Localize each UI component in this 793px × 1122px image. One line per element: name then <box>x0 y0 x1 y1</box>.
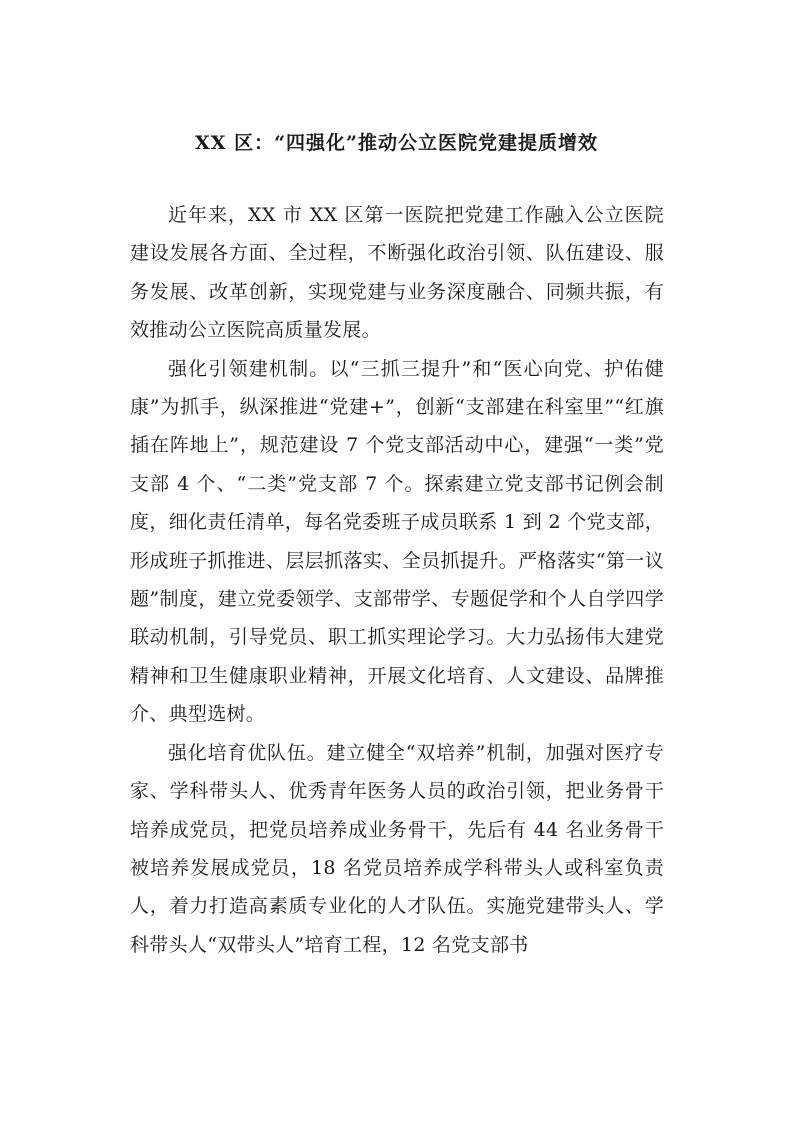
paragraph-leadership-mechanism: 强化引领建机制。以“三抓三提升”和“医心向党、护佑健康”为抓手，纵深推进“党建+”，创新“支部建在科室里”“红旗插在阵地上”，规范建设 7 个党支部活动中心，建强“一类”党支部 4 个、“二类”党支部 7 个。探索建立党支部书记例会制度，细化责任清单，每名党委班子成员联系 1 到 2 个党支部，形成班子抓推进、层层抓落实、全员抓提升。严格落实“第一议题”制度，建立党委领学、支部带学、专题促学和个人自学四学联动机制，引导党员、职工抓实理论学习。大力弘扬伟大建党精神和卫生健康职业精神，开展文化培育、人文建设、品牌推介、典型选树。 <box>130 357 664 726</box>
paragraph-intro: 近年来，XX 市 XX 区第一医院把党建工作融入公立医院建设发展各方面、全过程，不断强化政治引领、队伍建设、服务发展、改革创新，实现党建与业务深度融合、同频共振，有效推动公立医院高质量发展。 <box>130 204 664 342</box>
paragraph-team-cultivation: 强化培育优队伍。建立健全“双培养”机制，加强对医疗专家、学科带头人、优秀青年医务人员的政治引领，把业务骨干培养成党员，把党员培养成业务骨干，先后有 44 名业务骨干被培养发展成党员，18 名党员培养成学科带头人或科室负责人，着力打造高素质专业化的人才队伍。实施党建带头人、学科带头人“双带头人”培育工程，12 名党支部书 <box>130 741 664 956</box>
article-title: XX 区：“四强化”推动公立医院党建提质增效 <box>195 132 598 154</box>
article-body <box>130 196 664 964</box>
